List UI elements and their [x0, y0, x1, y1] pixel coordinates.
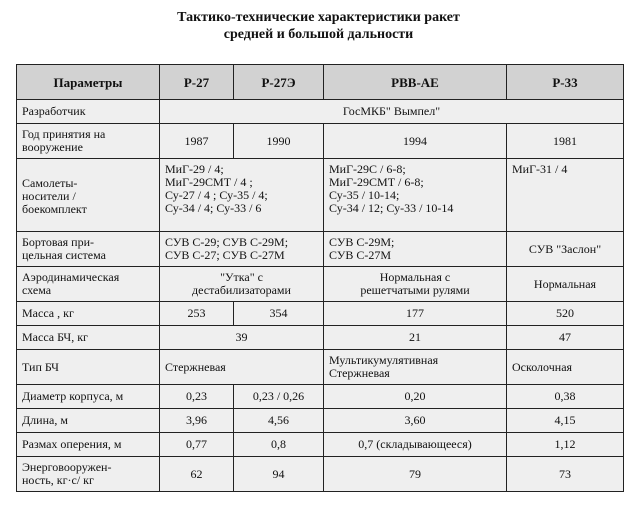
year-r27e: 1990: [234, 124, 324, 159]
energy-r33: 73: [507, 457, 624, 492]
span-r33: 1,12: [507, 433, 624, 457]
label-system: Бортовая при- цельная система: [17, 232, 160, 267]
row-system: [17, 232, 624, 267]
row-aero: [17, 267, 624, 302]
row-warhead-type: [17, 350, 624, 385]
system-r27: СУВ С-29; СУВ С-29М; СУВ С-27; СУВ С-27М: [160, 232, 324, 267]
row-mass: [17, 302, 624, 326]
specs-table: [16, 64, 624, 492]
value-developer: ГосМКБ" Вымпел": [160, 100, 624, 124]
year-r33: 1981: [507, 124, 624, 159]
label-energy: Энерговооружен- ность, кг·с/ кг: [17, 457, 160, 492]
header-rvv: РВВ-АЕ: [324, 65, 507, 100]
span-rvv: 0,7 (складывающееся): [324, 433, 507, 457]
aero-r27: "Утка" с дестабилизаторами: [160, 267, 324, 302]
warhead-type-r33: Осколочная: [507, 350, 624, 385]
label-warhead-mass: Масса БЧ, кг: [17, 326, 160, 350]
label-diameter: Диаметр корпуса, м: [17, 385, 160, 409]
aero-rvv: Нормальная с решетчатыми рулями: [324, 267, 507, 302]
label-length: Длина, м: [17, 409, 160, 433]
mass-r33: 520: [507, 302, 624, 326]
label-span: Размах оперения, м: [17, 433, 160, 457]
carriers-r27: МиГ-29 / 4; МиГ-29СМТ / 4 ; Су-27 / 4 ; Су-35 / 4; Су-34 / 4; Су-33 / 6: [160, 159, 324, 232]
header-r27: Р-27: [160, 65, 234, 100]
span-r27: 0,77: [160, 433, 234, 457]
label-mass: Масса , кг: [17, 302, 160, 326]
length-r33: 4,15: [507, 409, 624, 433]
year-rvv: 1994: [324, 124, 507, 159]
warhead-type-r27: Стержневая: [160, 350, 324, 385]
diameter-r33: 0,38: [507, 385, 624, 409]
label-warhead-type: Тип БЧ: [17, 350, 160, 385]
header-row: [17, 65, 624, 100]
length-r27e: 4,56: [234, 409, 324, 433]
row-warhead-mass: [17, 326, 624, 350]
energy-r27e: 94: [234, 457, 324, 492]
row-energy: [17, 457, 624, 492]
diameter-r27e: 0,23 / 0,26: [234, 385, 324, 409]
title-line-1: Тактико-технические характеристики ракет: [177, 10, 460, 25]
carriers-r33: МиГ-31 / 4: [507, 159, 624, 232]
energy-rvv: 79: [324, 457, 507, 492]
header-r33: Р-33: [507, 65, 624, 100]
span-r27e: 0,8: [234, 433, 324, 457]
row-length: [17, 409, 624, 433]
aero-r33: Нормальная: [507, 267, 624, 302]
system-r33: СУВ "Заслон": [507, 232, 624, 267]
length-r27: 3,96: [160, 409, 234, 433]
diameter-rvv: 0,20: [324, 385, 507, 409]
page-title: [0, 9, 637, 43]
length-rvv: 3,60: [324, 409, 507, 433]
row-span: [17, 433, 624, 457]
warhead-mass-r33: 47: [507, 326, 624, 350]
warhead-mass-rvv: 21: [324, 326, 507, 350]
system-rvv: СУВ С-29М; СУВ С-27М: [324, 232, 507, 267]
row-diameter: [17, 385, 624, 409]
carriers-rvv: МиГ-29С / 6-8; МиГ-29СМТ / 6-8; Су-35 / 10-14; Су-34 / 12; Су-33 / 10-14: [324, 159, 507, 232]
label-year: Год принятия на вооружение: [17, 124, 160, 159]
energy-r27: 62: [160, 457, 234, 492]
warhead-type-rvv: Мультикумулятивная Стержневая: [324, 350, 507, 385]
warhead-mass-r27: 39: [160, 326, 324, 350]
mass-r27: 253: [160, 302, 234, 326]
row-year: [17, 124, 624, 159]
year-r27: 1987: [160, 124, 234, 159]
label-carriers: Самолеты- носители / боекомплект: [17, 159, 160, 232]
mass-rvv: 177: [324, 302, 507, 326]
label-developer: Разработчик: [17, 100, 160, 124]
label-aero: Аэродинамическая схема: [17, 267, 160, 302]
row-developer: [17, 100, 624, 124]
mass-r27e: 354: [234, 302, 324, 326]
diameter-r27: 0,23: [160, 385, 234, 409]
header-param: Параметры: [17, 65, 160, 100]
row-carriers: [17, 159, 624, 232]
header-r27e: Р-27Э: [234, 65, 324, 100]
title-line-2: средней и большой дальности: [223, 27, 414, 42]
